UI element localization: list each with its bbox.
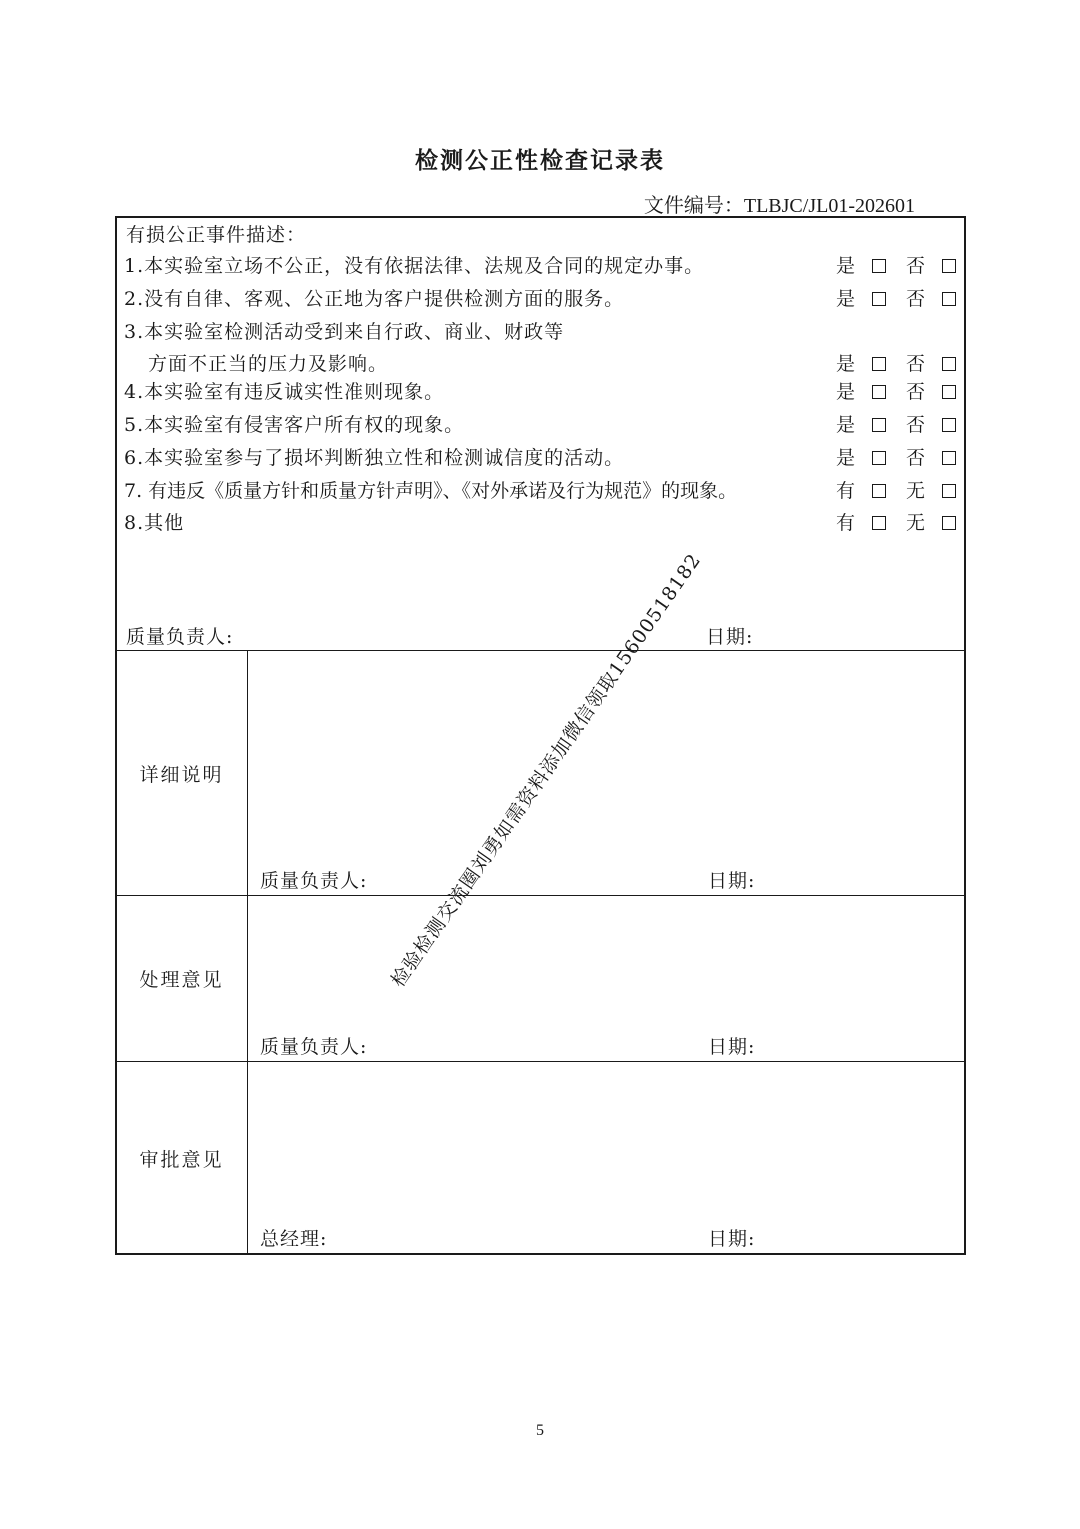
- date-label: 日期:: [708, 1228, 756, 1250]
- item-8-has-checkbox[interactable]: [872, 516, 886, 530]
- item-6-yes-checkbox[interactable]: [872, 451, 886, 465]
- item-1-options: [836, 253, 956, 279]
- option-label: 否: [906, 414, 926, 436]
- item-5-options: [836, 412, 956, 438]
- section-label-approval: 审批意见: [139, 1149, 224, 1171]
- date-label: 日期:: [708, 870, 756, 892]
- option-label: 否: [906, 288, 926, 310]
- item-4-options: [836, 379, 956, 405]
- option-label: 无: [906, 480, 926, 502]
- item-2-text: 2.没有自律、客观、公正地为客户提供检测方面的服务。: [124, 288, 625, 310]
- page-title: 检测公正性检查记录表: [415, 147, 665, 174]
- item-1-text: 1.本实验室立场不公正，没有依据法律、法规及合同的规定办事。: [124, 255, 705, 277]
- quality-manager-signature-label: 质量负责人:: [260, 1036, 368, 1058]
- row-divider: [115, 1061, 966, 1062]
- option-label: 是: [836, 288, 856, 310]
- item-2-yes-checkbox[interactable]: [872, 292, 886, 306]
- option-label: 否: [906, 255, 926, 277]
- option-label: 是: [836, 255, 856, 277]
- item-7-options: [836, 478, 956, 504]
- item-7-has-checkbox[interactable]: [872, 484, 886, 498]
- item-4-yes-checkbox[interactable]: [872, 385, 886, 399]
- section-label-details: 详细说明: [139, 764, 224, 786]
- option-label: 否: [906, 447, 926, 469]
- item-7-text: 7. 有违反《质量方针和质量方针声明》、《对外承诺及行为规范》的现象。: [124, 480, 738, 502]
- item-2-options: [836, 286, 956, 312]
- date-label: 日期:: [706, 626, 754, 648]
- item-3-no-checkbox[interactable]: [942, 357, 956, 371]
- document-number-value: TLBJC/JL01-202601: [743, 195, 915, 217]
- option-label: 是: [836, 381, 856, 403]
- item-2-no-checkbox[interactable]: [942, 292, 956, 306]
- item-1-yes-checkbox[interactable]: [872, 259, 886, 273]
- section-label-handling: 处理意见: [139, 969, 224, 991]
- item-5-no-checkbox[interactable]: [942, 418, 956, 432]
- item-6-text: 6.本实验室参与了损坏判断独立性和检测诚信度的活动。: [124, 447, 625, 469]
- watermark-text: 检验检测交流圈刘勇如需资料添加微信领取15600518182: [386, 549, 706, 992]
- item-5-yes-checkbox[interactable]: [872, 418, 886, 432]
- option-label: 有: [836, 480, 856, 502]
- option-label: 是: [836, 414, 856, 436]
- item-3-options: [836, 351, 956, 377]
- quality-manager-signature-label: 质量负责人:: [126, 626, 234, 648]
- item-3-text: 3.本实验室检测活动受到来自行政、商业、财政等: [124, 321, 565, 343]
- item-8-text: 8.其他: [124, 512, 185, 534]
- item-5-text: 5.本实验室有侵害客户所有权的现象。: [124, 414, 465, 436]
- option-label: 无: [906, 512, 926, 534]
- document-number-label: 文件编号：: [643, 193, 744, 217]
- option-label: 是: [836, 447, 856, 469]
- document-number: [644, 189, 915, 218]
- option-label: 否: [906, 381, 926, 403]
- option-label: 是: [836, 353, 856, 375]
- item-3-yes-checkbox[interactable]: [872, 357, 886, 371]
- date-label: 日期:: [708, 1036, 756, 1058]
- item-4-no-checkbox[interactable]: [942, 385, 956, 399]
- general-manager-signature-label: 总经理:: [260, 1228, 328, 1250]
- option-label: 有: [836, 512, 856, 534]
- row-divider: [115, 650, 966, 651]
- item-8-options: [836, 510, 956, 536]
- item-6-options: [836, 445, 956, 471]
- item-1-no-checkbox[interactable]: [942, 259, 956, 273]
- row-divider: [115, 895, 966, 896]
- item-7-none-checkbox[interactable]: [942, 484, 956, 498]
- item-4-text: 4.本实验室有违反诚实性准则现象。: [124, 381, 445, 403]
- option-label: 否: [906, 353, 926, 375]
- page-number: 5: [536, 1422, 544, 1439]
- item-6-no-checkbox[interactable]: [942, 451, 956, 465]
- item-3-text-continued: 方面不正当的压力及影响。: [148, 353, 389, 375]
- section-header: 有损公正事件描述：: [126, 224, 307, 246]
- item-8-none-checkbox[interactable]: [942, 516, 956, 530]
- quality-manager-signature-label: 质量负责人:: [260, 870, 368, 892]
